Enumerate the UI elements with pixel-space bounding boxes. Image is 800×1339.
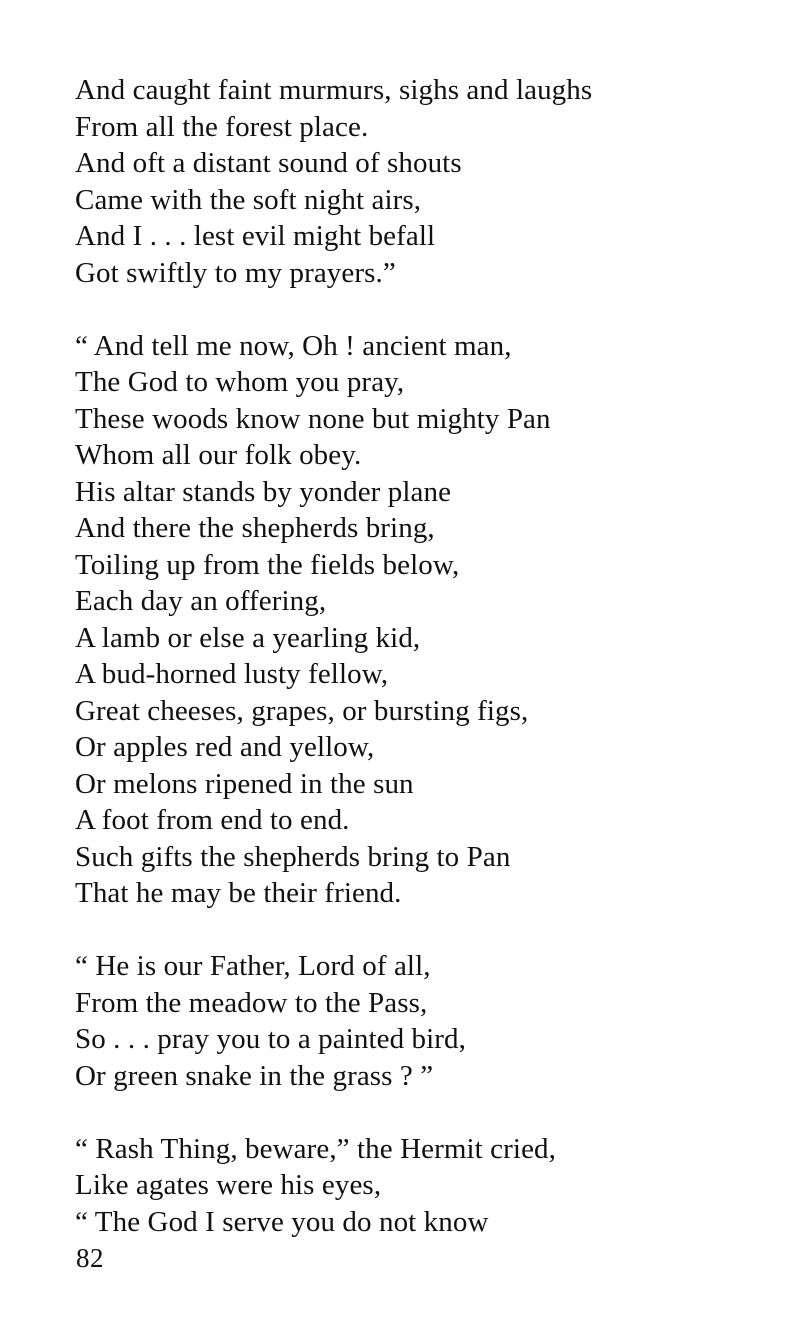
poem-line: From all the forest place.	[75, 110, 369, 143]
poem-line: And there the shepherds bring,	[75, 512, 435, 544]
stanza-3	[75, 948, 775, 1094]
poem-line: His altar stands by yonder plane	[75, 475, 452, 508]
poem-line: That he may be their friend.	[75, 877, 402, 909]
poem-page	[75, 72, 775, 1240]
poem-line: Like agates were his eyes,	[75, 1169, 382, 1201]
stanza-4	[75, 1131, 775, 1241]
poem-line: From the meadow to the Pass,	[75, 986, 428, 1019]
poem-line: “ And tell me now, Oh ! ancient man,	[75, 329, 512, 362]
poem-line: The God to whom you pray,	[75, 366, 405, 398]
poem-line: A foot from end to end.	[75, 804, 350, 836]
poem-line: Or melons ripened in the sun	[75, 767, 414, 800]
poem-line: Got swiftly to my prayers.”	[75, 256, 396, 289]
poem-line: Came with the soft night airs,	[75, 183, 422, 216]
poem-line: Whom all our folk obey.	[75, 439, 362, 471]
stanza-2	[75, 328, 775, 912]
poem-line: “ He is our Father, Lord of all,	[75, 950, 431, 982]
poem-line: Or green snake in the grass ? ”	[75, 1059, 434, 1092]
poem-line: “ Rash Thing, beware,” the Hermit cried,	[75, 1132, 556, 1165]
poem-line: And caught faint murmurs, sighs and laughs	[75, 74, 593, 106]
poem-line: Or apples red and yellow,	[75, 731, 375, 763]
poem-line: These woods know none but mighty Pan	[75, 402, 551, 435]
poem-line: And I . . . lest evil might befall	[75, 220, 436, 252]
poem-line: A bud-horned lusty fellow,	[75, 658, 389, 690]
poem-line: A lamb or else a yearling kid,	[75, 621, 421, 654]
stanza-1	[75, 72, 775, 291]
poem-line: Toiling up from the fields below,	[75, 548, 460, 581]
poem-line: “ The God I serve you do not know	[75, 1205, 489, 1238]
poem-line: Each day an offering,	[75, 585, 327, 617]
poem-line: Great cheeses, grapes, or bursting figs,	[75, 694, 529, 727]
page-number: 82	[76, 1243, 104, 1273]
poem-line: So . . . pray you to a painted bird,	[75, 1023, 467, 1055]
poem-line: Such gifts the shepherds bring to Pan	[75, 840, 511, 873]
poem-line: And oft a distant sound of shouts	[75, 147, 462, 179]
